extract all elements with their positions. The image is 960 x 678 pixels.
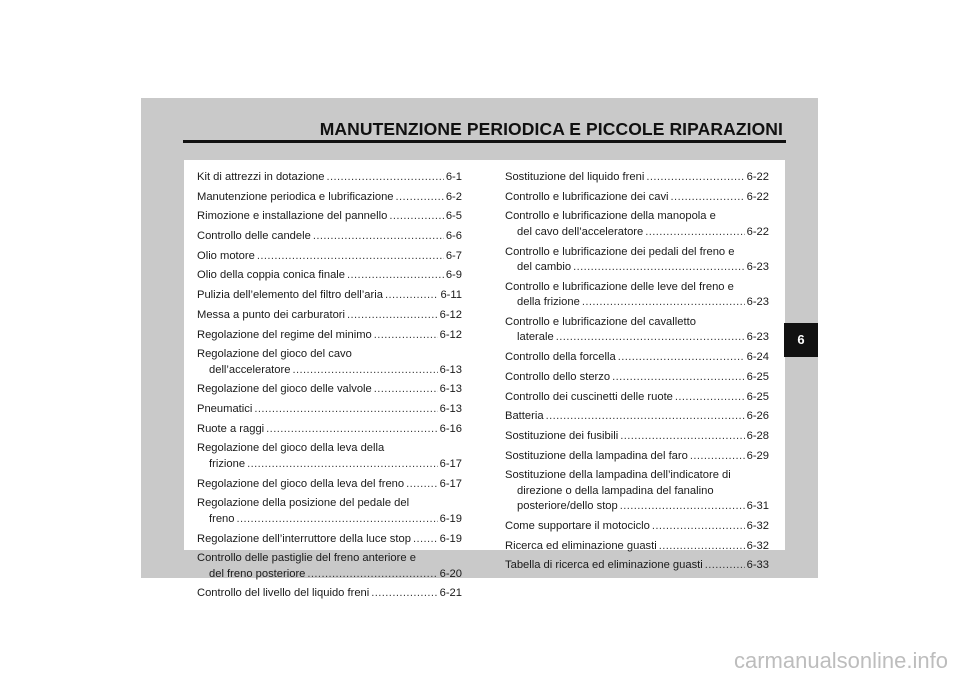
dot-leader [347, 268, 444, 284]
toc-entry-title: posteriore/dello stop [517, 500, 618, 513]
toc-entry[interactable] [505, 558, 769, 574]
toc-page-number: 6-24 [746, 351, 769, 364]
dot-leader [556, 330, 745, 346]
toc-entry[interactable] [197, 268, 462, 284]
toc-entry[interactable] [505, 350, 769, 366]
toc-entry[interactable] [505, 468, 769, 515]
toc-page-number: 6-26 [746, 410, 769, 423]
toc-entry-title: della frizione [517, 296, 580, 309]
dot-leader [618, 350, 745, 366]
toc-entry-title: Controllo e lubrificazione del cavalletto [505, 315, 696, 328]
toc-page-number: 6-25 [746, 370, 769, 383]
toc-entry-title: Regolazione del regime del minimo [197, 328, 372, 341]
dot-leader [413, 532, 438, 548]
toc-page-number: 6-13 [439, 383, 462, 396]
toc-entry[interactable] [505, 390, 769, 406]
toc-entry-title: Controllo e lubrificazione delle leve del freno e [505, 280, 734, 293]
dot-leader [646, 170, 744, 186]
toc-entry[interactable] [197, 249, 462, 265]
toc-entry-title: Regolazione del gioco del cavo [197, 348, 352, 361]
dot-leader [254, 402, 437, 418]
toc-page-number: 6-28 [746, 429, 769, 442]
toc-page-number: 6-19 [439, 512, 462, 525]
dot-leader [582, 295, 745, 311]
toc-entry-title: Messa a punto dei carburatori [197, 308, 346, 321]
dot-leader [671, 190, 745, 206]
toc-page-number: 6-23 [746, 296, 769, 309]
dot-leader [374, 328, 438, 344]
toc-entry[interactable] [197, 170, 462, 186]
dot-leader [374, 382, 438, 398]
toc-page-number: 6-22 [746, 190, 769, 203]
page-title: MANUTENZIONE PERIODICA E PICCOLE RIPARAZIONI [319, 119, 783, 139]
toc-page-number: 6-33 [746, 559, 769, 572]
toc-entry-title: Pulizia dell’elemento del filtro dell’aria [197, 289, 383, 302]
toc-entry-title: Olio motore [197, 249, 255, 262]
toc-entry[interactable] [197, 328, 462, 344]
toc-entry[interactable] [197, 477, 462, 493]
toc-entry-title: Controllo delle candele [197, 230, 311, 243]
toc-entry[interactable] [505, 449, 769, 465]
toc-entry-title: del cavo dell’acceleratore [517, 225, 644, 238]
toc-entry[interactable] [505, 245, 769, 276]
dot-leader [690, 449, 745, 465]
toc-entry-title: Ricerca ed eliminazione guasti [505, 539, 657, 552]
toc-entry-title: dell’acceleratore [209, 363, 291, 376]
toc-entry[interactable] [505, 209, 769, 240]
toc-page-number: 6-13 [439, 403, 462, 416]
toc-entry-title: Regolazione dell’interruttore della luce stop [197, 532, 411, 545]
dot-leader [620, 429, 744, 445]
toc-entry[interactable] [505, 170, 769, 186]
toc-page-number: 6-11 [440, 289, 462, 302]
dot-leader [237, 512, 438, 528]
chapter-tab[interactable]: 6 [784, 323, 818, 357]
toc-page-number: 6-17 [439, 457, 462, 470]
toc-entry-title: frizione [209, 457, 246, 470]
toc-entry[interactable] [197, 532, 462, 548]
toc-entry[interactable] [505, 519, 769, 535]
toc-page-number: 6-20 [439, 567, 462, 580]
dot-leader [573, 260, 744, 276]
toc-entry[interactable] [505, 370, 769, 386]
toc-entry[interactable] [197, 209, 462, 225]
toc-page-number: 6-23 [746, 331, 769, 344]
toc-entry-title: freno [209, 512, 235, 525]
toc-entry-title: Controllo del livello del liquido freni [197, 587, 370, 600]
dot-leader [266, 422, 437, 438]
toc-page-number: 6-12 [439, 308, 462, 321]
toc-page-number: 6-32 [746, 539, 769, 552]
toc-entry[interactable] [197, 441, 462, 472]
toc-entry-title: Kit di attrezzi in dotazione [197, 171, 325, 183]
toc-page-number: 6-16 [439, 422, 462, 435]
toc-entry-title: Controllo della forcella [505, 351, 616, 364]
toc-entry-title: Regolazione del gioco della leva del freno [197, 477, 405, 490]
dot-leader [620, 499, 745, 515]
toc-page-number: 6-1 [445, 171, 462, 183]
toc-entry-title: Regolazione del gioco delle valvole [197, 383, 372, 396]
toc-entry-title: Sostituzione dei fusibili [505, 429, 619, 442]
toc-entry-title: Pneumatici [197, 403, 253, 416]
toc-entry[interactable] [197, 229, 462, 245]
toc-entry-title: Controllo e lubrificazione dei pedali del freno e [505, 245, 735, 258]
dot-leader [247, 457, 438, 473]
toc-entry[interactable] [197, 347, 462, 378]
toc-entry[interactable] [197, 288, 462, 304]
dot-leader [659, 539, 745, 555]
toc-entry[interactable] [197, 382, 462, 398]
dot-leader [652, 519, 745, 535]
toc-entry[interactable] [197, 190, 462, 206]
toc-page-number: 6-13 [439, 363, 462, 376]
toc-page-number: 6-25 [746, 390, 769, 403]
toc-entry[interactable] [197, 551, 462, 582]
toc-entry-title: Sostituzione della lampadina del faro [505, 449, 688, 462]
toc-entry[interactable] [505, 280, 769, 311]
toc-page-number: 6-32 [746, 519, 769, 532]
dot-leader [257, 249, 444, 265]
dot-leader [406, 477, 437, 493]
toc-page-number: 6-22 [746, 225, 769, 238]
toc-entry-title: del freno posteriore [209, 567, 306, 580]
toc-entry[interactable] [505, 539, 769, 555]
toc-entry-title: Controllo e lubrificazione dei cavi [505, 190, 669, 203]
toc-entry[interactable] [505, 315, 769, 346]
toc-entry[interactable] [197, 402, 462, 418]
toc-entry[interactable] [505, 409, 769, 425]
dot-leader [347, 308, 438, 324]
dot-leader [313, 229, 444, 245]
dot-leader [705, 558, 745, 574]
toc-entry-title: Controllo delle pastiglie del freno anteriore e [197, 552, 416, 565]
toc-page-number: 6-5 [445, 210, 462, 223]
toc-entry[interactable] [505, 190, 769, 206]
toc-entry-title: del cambio [517, 261, 572, 274]
dot-leader [396, 190, 444, 206]
toc-entry-title: Ruote a raggi [197, 422, 265, 435]
toc-entry[interactable] [197, 308, 462, 324]
toc-entry-title: Sostituzione del liquido freni [505, 171, 645, 183]
toc-entry-title: Manutenzione periodica e lubrificazione [197, 190, 394, 203]
toc-column-left [197, 170, 462, 606]
dot-leader [389, 209, 444, 225]
toc-page-number: 6-12 [439, 328, 462, 341]
toc-page-number: 6-6 [445, 230, 462, 243]
toc-entry-title: Controllo dello sterzo [505, 370, 611, 383]
toc-page-number: 6-17 [439, 477, 462, 490]
toc-page-number: 6-9 [445, 269, 462, 282]
toc-entry[interactable] [505, 429, 769, 445]
toc-entry-title: Sostituzione della lampadina dell’indicatore di [505, 469, 731, 482]
toc-page-number: 6-19 [439, 532, 462, 545]
dot-leader [546, 409, 745, 425]
watermark: carmanualsonline.info [733, 648, 948, 673]
dot-leader [612, 370, 745, 386]
toc-entry-title: Regolazione della posizione del pedale del [197, 497, 410, 510]
toc-page-number: 6-21 [439, 587, 462, 600]
toc-entry-title: direzione o della lampadina del fanalino [517, 484, 714, 497]
toc-page-number: 6-2 [445, 190, 462, 203]
toc-page-number: 6-23 [746, 261, 769, 274]
toc-page-number: 6-22 [746, 171, 769, 183]
toc-entry-title: Controllo dei cuscinetti delle ruote [505, 390, 673, 403]
dot-leader [326, 170, 443, 186]
toc-entry-title: Batteria [505, 410, 544, 423]
dot-leader [385, 288, 439, 304]
toc-column-right [505, 170, 769, 578]
toc-entry-title: laterale [517, 331, 554, 344]
dot-leader [292, 363, 437, 379]
toc-entry-title: Rimozione e installazione del pannello [197, 210, 388, 223]
dot-leader [371, 586, 437, 602]
toc-page-number: 6-31 [746, 500, 769, 513]
toc-entry-title: Controllo e lubrificazione della manopola e [505, 210, 716, 223]
toc-entry[interactable] [197, 586, 462, 602]
toc-entry-title: Regolazione del gioco della leva della [197, 442, 385, 455]
dot-leader [675, 390, 745, 406]
toc-entry-title: Come supportare il motociclo [505, 519, 650, 532]
toc-entry-title: Tabella di ricerca ed eliminazione guasti [505, 559, 703, 572]
dot-leader [307, 567, 437, 583]
toc-entry-title: Olio della coppia conica finale [197, 269, 346, 282]
title-rule [183, 140, 786, 143]
toc-entry[interactable] [197, 422, 462, 438]
toc-page-number: 6-29 [746, 449, 769, 462]
toc-entry[interactable] [197, 496, 462, 527]
toc-page-number: 6-7 [445, 249, 462, 262]
dot-leader [645, 225, 744, 241]
